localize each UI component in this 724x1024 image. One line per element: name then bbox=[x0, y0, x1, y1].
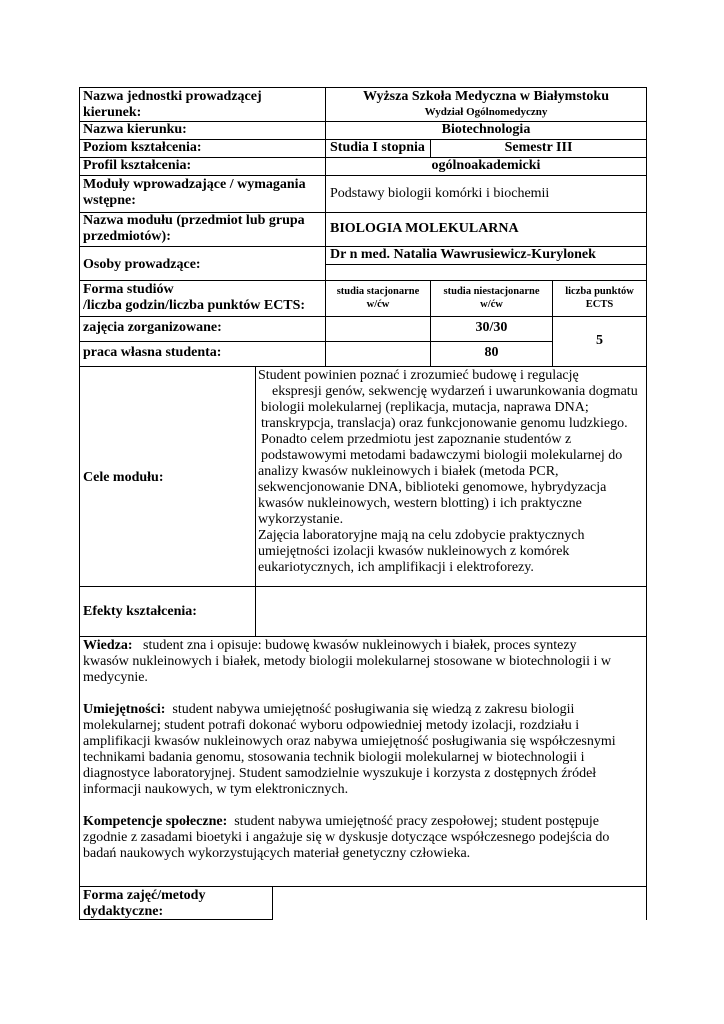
cele-line: eukariotycznych, ich amplifikacji i elektroforezy. bbox=[258, 560, 534, 575]
ects-line1: liczba punktów bbox=[565, 286, 634, 297]
cele-line: Student powinien poznać i zrozumieć budowę i regulację bbox=[258, 368, 579, 383]
umiejetnosci-line: technikami badania genomu, stosowania technik biologii molekularnej w biotechnologii i bbox=[83, 750, 585, 765]
umiejetnosci-block bbox=[83, 702, 643, 798]
forma-label-line1: Forma studiów bbox=[83, 282, 174, 297]
niestacjonarne-line1: studia niestacjonarne bbox=[443, 286, 540, 297]
stacjonarne-line2: w/ćw bbox=[366, 299, 390, 310]
wiedza-line: kwasów nukleinowych i białek, metody biologii molekularnej stosowane w biotechnologii i w bbox=[83, 654, 612, 669]
ects-value: 5 bbox=[596, 333, 603, 348]
unit-label-line2: kierunek: bbox=[83, 105, 142, 120]
praca-label: praca własna studenta: bbox=[83, 345, 222, 360]
kierunek-label: Nazwa kierunku: bbox=[83, 122, 187, 137]
forma-zajec-label-line2: dydaktyczne: bbox=[83, 904, 164, 919]
moduly-label-line2: wstępne: bbox=[83, 193, 136, 208]
ects-line2: ECTS bbox=[585, 299, 614, 310]
forma-zajec-label-line1: Forma zajęć/metody bbox=[83, 888, 206, 903]
praca-value: 80 bbox=[484, 345, 499, 360]
stacjonarne-line1: studia stacjonarne bbox=[336, 286, 420, 297]
cele-label: Cele modułu: bbox=[83, 470, 164, 485]
kompetencje-block bbox=[83, 814, 643, 862]
forma-label-line2: /liczba godzin/liczba punktów ECTS: bbox=[83, 298, 306, 313]
kompetencje-title: Kompetencje społeczne: bbox=[83, 814, 228, 829]
cele-line: ekspresji genów, sekwencję wydarzeń i uwarunkowania dogmatu bbox=[272, 384, 638, 399]
kompetencje-line: zgodnie z zasadami bioetyki i angażuje się w dyskusje dotyczące współczesnego podejścia do bbox=[83, 830, 610, 845]
cele-text bbox=[258, 368, 646, 576]
umiejetnosci-line: amplifikacji kwasów nukleinowych oraz nabywa umiejętność posługiwania się współczesnymi bbox=[83, 734, 616, 749]
zajecia-label: zajęcia zorganizowane: bbox=[83, 320, 222, 335]
school-name: Wyższa Szkoła Medyczna w Białymstoku bbox=[362, 89, 610, 104]
cele-line: podstawowymi metodami badawczymi biologii molekularnej do bbox=[261, 448, 623, 463]
umiejetnosci-title: Umiejętności: bbox=[83, 702, 166, 717]
cele-line: sekwencjonowanie DNA, biblioteki genomowe, hybrydyzacja bbox=[258, 480, 607, 495]
moduly-value: Podstawy biologii komórki i biochemii bbox=[330, 186, 550, 201]
osoby-label: Osoby prowadzące: bbox=[83, 257, 201, 272]
poziom-value: Studia I stopnia bbox=[330, 140, 425, 155]
umiejetnosci-line: diagnostyce laboratoryjnej. Student samodzielnie wyszukuje i korzysta z dostępnych źródeł bbox=[83, 766, 597, 781]
cele-line: umiejętności izolacji kwasów nukleinowych z komórek bbox=[258, 544, 570, 559]
wiedza-title: Wiedza: bbox=[83, 638, 133, 653]
cele-line: kwasów nukleinowych, western blotting) i ich praktyczne bbox=[258, 496, 582, 511]
umiejetnosci-line: molekularnej; student potrafi dokonać wyboru odpowiedniej metody izolacji, rozdziału i bbox=[83, 718, 580, 733]
unit-label-line1: Nazwa jednostki prowadzącej bbox=[83, 89, 262, 104]
niestacjonarne-line2: w/ćw bbox=[480, 299, 503, 310]
semestr-value: Semestr III bbox=[504, 140, 573, 155]
poziom-label: Poziom kształcenia: bbox=[83, 140, 202, 155]
umiejetnosci-line: informacji naukowych, w tym elektronicznych. bbox=[83, 782, 349, 797]
cele-line: biologii molekularnej (replikacja, mutacja, naprawa DNA; bbox=[261, 400, 589, 415]
zajecia-value: 30/30 bbox=[475, 320, 508, 335]
wiedza-line: medycynie. bbox=[83, 670, 148, 685]
moduly-label-line1: Moduły wprowadzające / wymagania bbox=[83, 177, 306, 192]
nazwa-modulu-value: BIOLOGIA MOLEKULARNA bbox=[330, 221, 519, 236]
cele-line: Zajęcia laboratoryjne mają na celu zdobycie praktycznych bbox=[258, 528, 585, 543]
efekty-label: Efekty kształcenia: bbox=[83, 604, 197, 619]
faculty-name: Wydział Ogólnomedyczny bbox=[424, 106, 548, 118]
osoby-value: Dr n med. Natalia Wawrusiewicz-Kurylonek bbox=[330, 247, 596, 262]
nazwa-modulu-label-line2: przedmiotów): bbox=[83, 229, 171, 244]
cele-line: wykorzystanie. bbox=[258, 512, 344, 527]
cele-line: transkrypcja, translacja) oraz funkcjonowanie genomu ludzkiego. bbox=[261, 416, 628, 431]
wiedza-block bbox=[83, 638, 643, 686]
stacjonarne-header bbox=[326, 285, 430, 311]
profil-value: ogólnoakademicki bbox=[431, 158, 541, 173]
profil-label: Profil kształcenia: bbox=[83, 158, 192, 173]
kompetencje-line: badań naukowych wykorzystujących materiał genetyczny człowieka. bbox=[83, 846, 471, 861]
nazwa-modulu-label-line1: Nazwa modułu (przedmiot lub grupa bbox=[83, 213, 305, 228]
umiejetnosci-line: student nabywa umiejętność posługiwania się wiedzą z zakresu biologii bbox=[165, 702, 575, 717]
cele-line: analizy kwasów nukleinowych i białek (metoda PCR, bbox=[258, 464, 559, 479]
kierunek-value: Biotechnologia bbox=[441, 122, 531, 137]
wiedza-line: student zna i opisuje: budowę kwasów nukleinowych i białek, proces syntezy bbox=[132, 638, 577, 653]
niestacjonarne-header bbox=[431, 285, 552, 311]
kompetencje-line: student nabywa umiejętność pracy zespołowej; student postępuje bbox=[227, 814, 599, 829]
efekty-body bbox=[83, 638, 643, 862]
cele-line: Ponadto celem przedmiotu jest zapoznanie studentów z bbox=[261, 432, 572, 447]
ects-header bbox=[553, 285, 646, 311]
